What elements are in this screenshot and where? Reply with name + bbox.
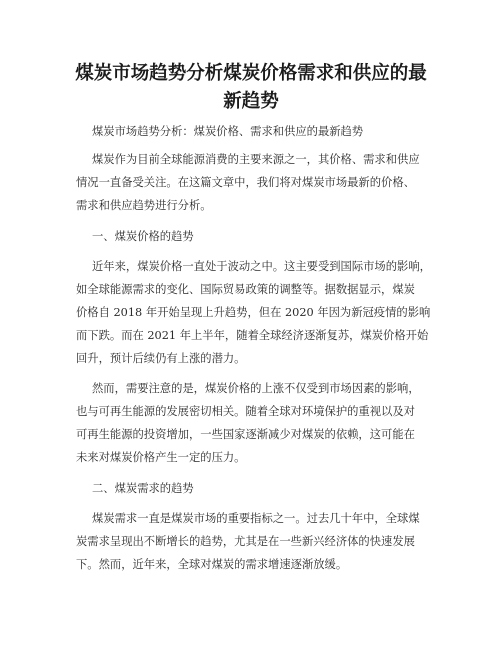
price-para-2-line: 可再生能源的投资增加，一些国家逐渐减少对煤炭的依赖，这可能在: [76, 428, 415, 441]
price-para-1-line: 价格自 2018 年开始呈现上升趋势，但在 2020 年因为新冠疫情的影响: [76, 306, 431, 319]
intro-line: 需求和供应趋势进行分析。: [76, 199, 212, 212]
title-line: 新趋势: [223, 91, 279, 112]
intro-line: 情况一直备受关注。在这篇文章中，我们将对煤炭市场最新的价格、: [76, 176, 415, 189]
intro-line: 煤炭作为目前全球能源消费的主要来源之一，其价格、需求和供应: [92, 153, 420, 166]
demand-para-1-line: 炭需求呈现出不断增长的趋势，尤其是在一些新兴经济体的快速发展: [76, 535, 415, 548]
price-para-2-line: 然而，需要注意的是，煤炭价格的上涨不仅受到市场因素的影响，: [92, 382, 420, 395]
section-heading-price: 一、煤炭价格的趋势: [92, 230, 194, 243]
price-para-2-line: 未来对煤炭价格产生一定的压力。: [76, 451, 246, 464]
price-para-1-line: 回升，预计后续仍有上涨的潜力。: [76, 352, 246, 365]
price-para-2-line: 也与可再生能源的发展密切相关。随着全球对环境保护的重视以及对: [76, 405, 415, 418]
price-para-1-line: 而下跌。而在 2021 年上半年，随着全球经济逐渐复苏，煤炭价格开始: [76, 329, 429, 342]
document-title: [60, 60, 442, 116]
price-para-1-line: 近年来，煤炭价格一直处于波动之中。这主要受到国际市场的影响，: [92, 260, 431, 273]
section-heading-demand: 二、煤炭需求的趋势: [92, 482, 194, 495]
subtitle: 煤炭市场趋势分析：煤炭价格、需求和供应的最新趋势: [92, 125, 364, 138]
title-line: 煤炭市场趋势分析煤炭价格需求和供应的最: [75, 63, 427, 84]
price-para-1-line: 如全球能源需求的变化、国际贸易政策的调整等。据数据显示，煤炭: [76, 283, 415, 296]
demand-para-1-line: 煤炭需求一直是煤炭市场的重要指标之一。过去几十年中，全球煤: [92, 512, 420, 525]
demand-para-1-line: 下。然而，近年来，全球对煤炭的需求增速逐渐放缓。: [76, 558, 348, 571]
